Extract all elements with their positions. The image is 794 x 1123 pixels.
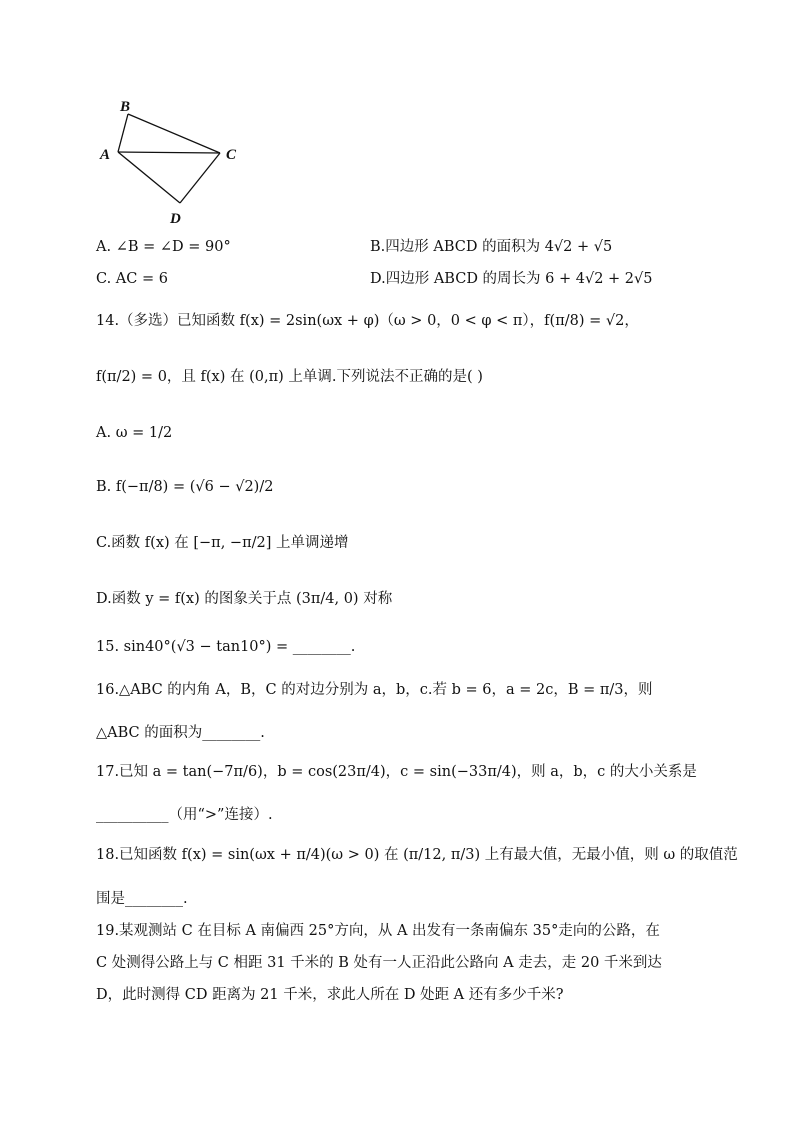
q13-option-c: C. AC = 6 — [96, 271, 168, 287]
q13-option-b: B.四边形 ABCD 的面积为 4√2 + √5 — [370, 239, 613, 255]
edge-dc — [180, 153, 220, 203]
label-c: C — [226, 147, 237, 163]
q14-stem-line2: f(π/2) = 0，且 f(x) 在 (0,π) 上单调.下列说法不正确的是( ) — [96, 369, 483, 385]
q19-stem-line2: C 处测得公路上与 C 相距 31 千米的 B 处有一人正沿此公路向 A 走去，走 20 千米到达 — [96, 955, 662, 971]
q14-option-c: C.函数 f(x) 在 [−π, −π/2] 上单调递增 — [96, 535, 349, 551]
label-a: A — [100, 147, 111, 163]
label-b: B — [120, 99, 131, 115]
q16-stem-line2: △ABC 的面积为________. — [96, 725, 265, 741]
edge-ac — [118, 152, 220, 153]
q16-stem-line1: 16.△ABC 的内角 A，B，C 的对边分别为 a，b，c.若 b = 6，a = 2c，B = π/3，则 — [96, 682, 653, 698]
q14-option-d: D.函数 y = f(x) 的图象关于点 (3π/4, 0) 对称 — [96, 591, 393, 607]
q14-option-b: B. f(−π/8) = (√6 − √2)/2 — [96, 479, 274, 495]
edge-ad — [118, 152, 180, 203]
q18-stem-line2: 围是________. — [96, 891, 188, 907]
q19-stem-line1: 19.某观测站 C 在目标 A 南偏西 25°方向，从 A 出发有一条南偏东 35°走向的公路，在 — [96, 923, 660, 939]
q19-stem-line3: D，此时测得 CD 距离为 21 千米，求此人所在 D 处距 A 还有多少千米? — [96, 987, 564, 1003]
q14-option-a: A. ω = 1/2 — [96, 425, 173, 441]
q18-stem-line1: 18.已知函数 f(x) = sin(ωx + π/4)(ω > 0) 在 (π/12, π/3) 上有最大值，无最小值，则 ω 的取值范 — [96, 847, 738, 863]
q17-stem-line2: __________（用“>”连接）. — [96, 807, 273, 823]
quadrilateral-figure — [92, 92, 252, 232]
edge-ab — [118, 114, 128, 152]
q13-option-a: A. ∠B = ∠D = 90° — [96, 239, 231, 255]
q15-stem: 15. sin40°(√3 − tan10°) = ________. — [96, 639, 356, 655]
q13-option-d: D.四边形 ABCD 的周长为 6 + 4√2 + 2√5 — [370, 271, 653, 287]
edge-bc — [128, 114, 220, 153]
label-d: D — [170, 211, 181, 227]
q17-stem-line1: 17.已知 a = tan(−7π/6)，b = cos(23π/4)，c = sin(−33π/4)，则 a，b，c 的大小关系是 — [96, 764, 697, 780]
q14-stem-line1: 14.（多选）已知函数 f(x) = 2sin(ωx + φ)（ω > 0，0 < φ < π），f(π/8) = √2， — [96, 313, 639, 329]
